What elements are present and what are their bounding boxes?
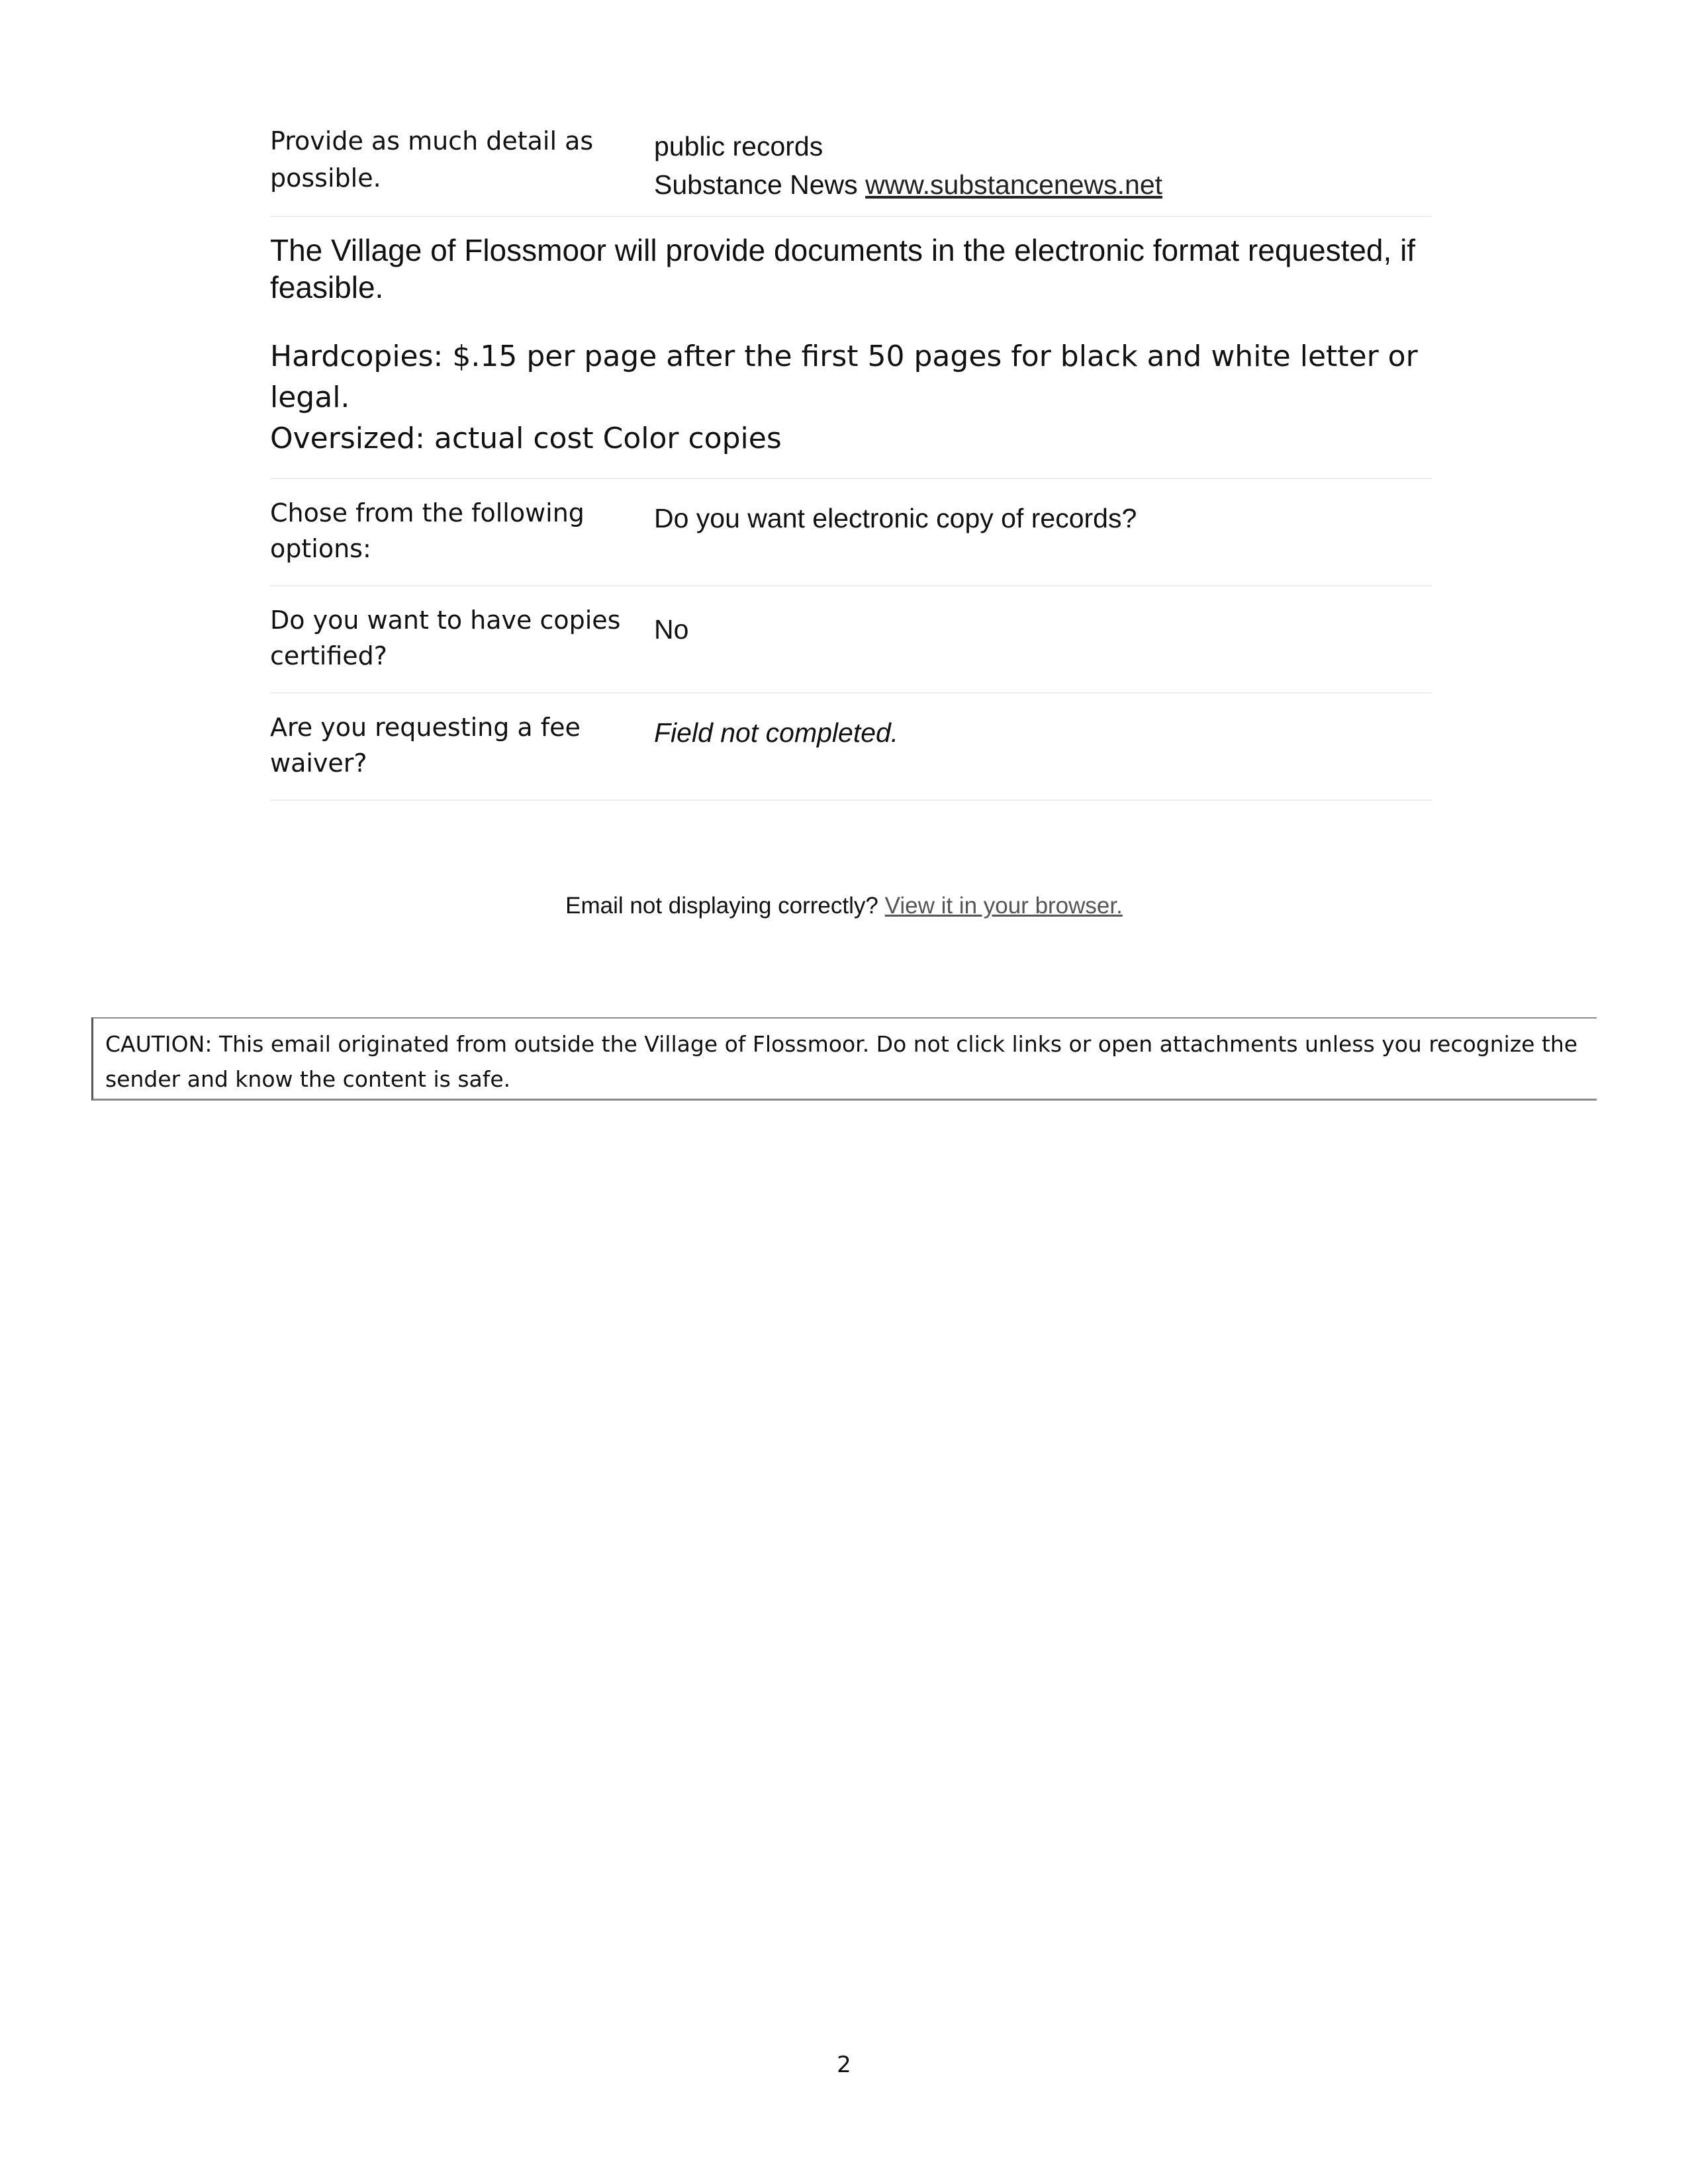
form-row-value: Do you want electronic copy of records? bbox=[654, 503, 1137, 533]
divider bbox=[270, 799, 1432, 801]
electronic-format-notice: The Village of Flossmoor will provide documents in the electronic format requested, if feasible. bbox=[270, 233, 1416, 304]
caution-banner: CAUTION: This email originated from outside the Village of Flossmoor. Do not click links or open attachments unless you recognize the sender and know the content is safe. bbox=[91, 1017, 1597, 1101]
view-in-browser-link[interactable]: View it in your browser. bbox=[884, 893, 1123, 919]
substancenews-link[interactable]: www.substancenews.net bbox=[865, 169, 1163, 200]
divider bbox=[270, 585, 1432, 586]
details-value-line2 bbox=[654, 165, 1448, 204]
email-footer-text: Email not displaying correctly? bbox=[565, 893, 878, 919]
form-row-value: Field not completed. bbox=[654, 717, 899, 748]
form-row-label: Chose from the following options: bbox=[270, 498, 585, 563]
fees-line-hardcopies: Hardcopies: $.15 per page after the first 50 pages for black and white letter or legal. bbox=[270, 340, 1418, 414]
form-row-label: Do you want to have copies certified? bbox=[270, 606, 621, 670]
details-value-line1: public records bbox=[654, 131, 823, 161]
fees-notice bbox=[270, 336, 1462, 459]
divider bbox=[270, 216, 1432, 217]
form-row-value: No bbox=[654, 614, 689, 645]
divider bbox=[270, 692, 1432, 694]
details-value-prefix: Substance News bbox=[654, 169, 858, 200]
email-footer bbox=[0, 891, 1688, 921]
page-number: 2 bbox=[837, 2052, 851, 2078]
details-value bbox=[654, 127, 1448, 204]
form-row-label: Are you requesting a fee waiver? bbox=[270, 713, 581, 778]
fees-line-oversized: Oversized: actual cost Color copies bbox=[270, 422, 782, 455]
details-label: Provide as much detail as possible. bbox=[270, 126, 594, 193]
divider bbox=[270, 478, 1432, 479]
